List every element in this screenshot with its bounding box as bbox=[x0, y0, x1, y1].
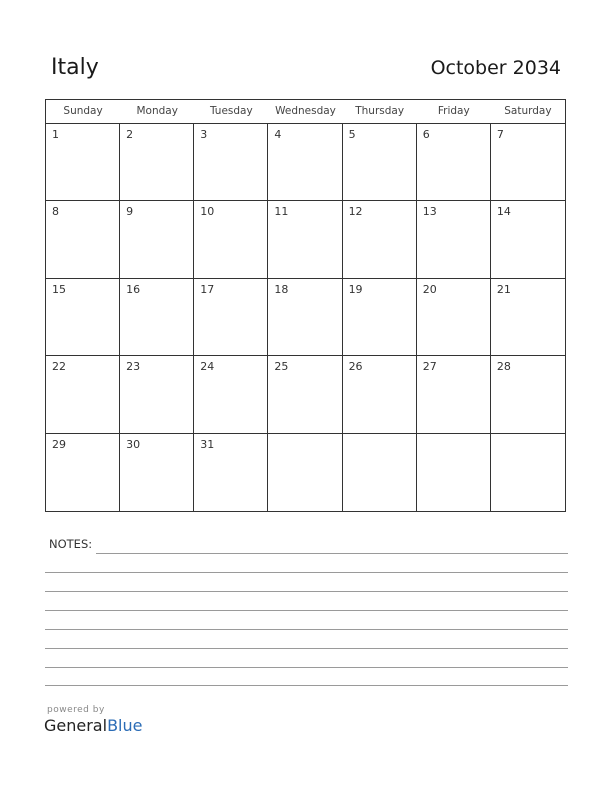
day-cell bbox=[46, 356, 120, 433]
day-number: 16 bbox=[126, 282, 141, 296]
day-cell bbox=[46, 124, 120, 201]
day-number: 9 bbox=[126, 205, 134, 219]
day-number: 22 bbox=[52, 360, 66, 374]
day-number: 21 bbox=[496, 282, 511, 296]
note-line bbox=[45, 572, 568, 573]
day-number: 10 bbox=[200, 205, 215, 219]
day-cell bbox=[268, 434, 342, 511]
day-cell bbox=[268, 201, 342, 278]
day-number: 4 bbox=[274, 128, 282, 141]
day-cell bbox=[46, 279, 120, 356]
day-cell bbox=[491, 356, 565, 433]
day-cell bbox=[120, 279, 194, 356]
day-number: 5 bbox=[348, 128, 356, 141]
day-cell bbox=[268, 124, 342, 201]
country-title: Italy bbox=[51, 55, 99, 80]
day-cell bbox=[268, 279, 342, 356]
day-number: 31 bbox=[200, 437, 215, 451]
day-cell bbox=[417, 279, 491, 356]
weekday-sunday: Sunday bbox=[63, 105, 103, 117]
day-cell bbox=[268, 356, 342, 433]
day-number: 25 bbox=[274, 360, 289, 374]
weekday-saturday: Saturday bbox=[504, 105, 552, 117]
day-number: 29 bbox=[52, 437, 66, 451]
day-number: 8 bbox=[52, 205, 59, 219]
month-year-title: October 2034 bbox=[430, 57, 561, 79]
note-line bbox=[45, 591, 568, 592]
weekday-header-row bbox=[46, 100, 565, 124]
day-number: 19 bbox=[348, 282, 363, 296]
day-number: 13 bbox=[422, 205, 437, 219]
day-cell bbox=[491, 124, 565, 201]
brand-general: General bbox=[44, 716, 108, 735]
day-cell bbox=[491, 279, 565, 356]
day-cell bbox=[120, 356, 194, 433]
day-cell bbox=[343, 279, 417, 356]
note-line bbox=[45, 629, 568, 630]
day-number: 7 bbox=[496, 128, 504, 141]
day-number: 18 bbox=[274, 282, 289, 296]
day-number: 17 bbox=[200, 282, 215, 296]
day-number: 12 bbox=[348, 205, 363, 219]
note-line bbox=[96, 553, 568, 554]
weekday-friday: Friday bbox=[437, 105, 470, 117]
weekday-wednesday: Wednesday bbox=[275, 105, 336, 117]
day-number: 24 bbox=[200, 360, 215, 374]
day-number: 20 bbox=[422, 282, 437, 296]
note-line bbox=[45, 667, 568, 668]
notes-label: NOTES: bbox=[49, 537, 93, 551]
day-cell bbox=[417, 201, 491, 278]
day-number: 11 bbox=[274, 205, 289, 219]
day-grid bbox=[46, 124, 565, 511]
day-cell bbox=[120, 201, 194, 278]
calendar-grid bbox=[45, 99, 566, 512]
day-cell bbox=[417, 356, 491, 433]
day-cell bbox=[46, 201, 120, 278]
day-cell bbox=[194, 279, 268, 356]
weekday-thursday: Thursday bbox=[355, 105, 405, 117]
generalblue-logo bbox=[44, 716, 142, 735]
day-cell bbox=[46, 434, 120, 511]
day-cell bbox=[194, 356, 268, 433]
day-cell bbox=[491, 201, 565, 278]
note-line bbox=[45, 610, 568, 611]
day-number: 1 bbox=[52, 128, 59, 141]
day-cell bbox=[194, 201, 268, 278]
day-cell bbox=[194, 124, 268, 201]
day-cell bbox=[343, 124, 417, 201]
day-number: 3 bbox=[200, 128, 208, 141]
day-number: 15 bbox=[52, 282, 66, 296]
day-number: 6 bbox=[422, 128, 430, 141]
weekday-tuesday: Tuesday bbox=[209, 105, 253, 117]
day-number: 28 bbox=[496, 360, 511, 374]
day-number: 14 bbox=[496, 205, 511, 219]
day-cell bbox=[343, 434, 417, 511]
powered-by-text: powered by bbox=[47, 705, 105, 715]
day-cell bbox=[120, 434, 194, 511]
brand-blue: Blue bbox=[107, 716, 143, 735]
day-cell bbox=[343, 356, 417, 433]
day-cell bbox=[491, 434, 565, 511]
day-number: 30 bbox=[126, 437, 141, 451]
note-line bbox=[45, 685, 568, 686]
day-cell bbox=[120, 124, 194, 201]
day-cell bbox=[194, 434, 268, 511]
day-number: 27 bbox=[422, 360, 437, 374]
weekday-monday: Monday bbox=[136, 105, 178, 117]
day-number: 2 bbox=[126, 128, 134, 141]
day-cell bbox=[417, 434, 491, 511]
note-line bbox=[45, 648, 568, 649]
day-number: 26 bbox=[348, 360, 363, 374]
day-cell bbox=[417, 124, 491, 201]
day-cell bbox=[343, 201, 417, 278]
day-number: 23 bbox=[126, 360, 141, 374]
